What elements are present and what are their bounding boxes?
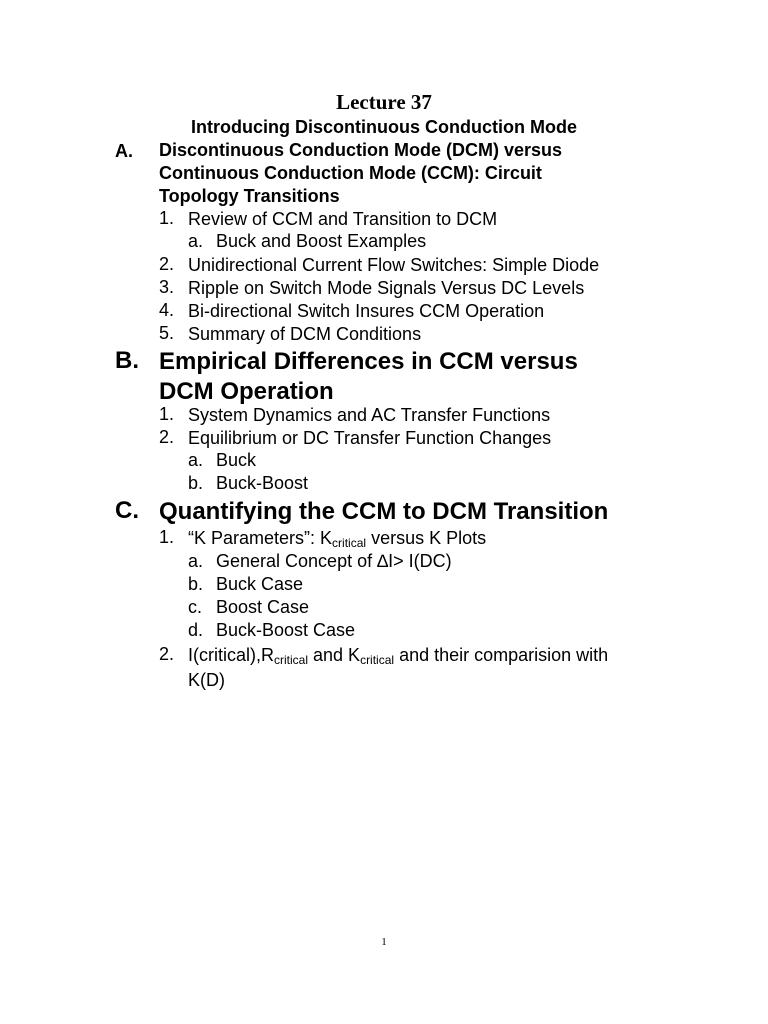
section-b-item-1: System Dynamics and AC Transfer Functions <box>188 405 551 425</box>
section-a-sub-1a: Buck and Boost Examples <box>216 231 427 251</box>
section-a-item-5-num: 5. <box>159 323 175 343</box>
lecture-subtitle: Introducing Discontinuous Conduction Mode <box>191 117 577 137</box>
section-b-sub-b: Buck-Boost <box>216 473 309 493</box>
section-b-sub-a: Buck <box>216 450 257 470</box>
section-b-sub-a-letter: a. <box>188 450 204 470</box>
section-a-heading-line1: Discontinuous Conduction Mode (DCM) versus <box>159 140 562 160</box>
section-a-item-1-num: 1. <box>159 208 175 228</box>
section-c-item-2-num: 2. <box>159 644 175 664</box>
section-a-item-5: Summary of DCM Conditions <box>188 324 422 344</box>
section-b-heading-line2: DCM Operation <box>159 378 334 405</box>
section-a-letter: A. <box>115 141 133 161</box>
section-c-item-1-post: versus K Plots <box>366 528 487 548</box>
section-b-heading <box>159 347 578 407</box>
section-c-item-1 <box>188 527 688 552</box>
r-critical-subscript: critical <box>274 653 309 667</box>
section-c-item-2-p3: and their comparision with <box>394 645 609 665</box>
section-a-item-3: Ripple on Switch Mode Signals Versus DC Levels <box>188 278 585 298</box>
section-a-heading-line3: Topology Transitions <box>159 186 340 206</box>
section-c-item-1-num: 1. <box>159 527 175 547</box>
section-a-item-4-num: 4. <box>159 300 175 320</box>
section-c-heading: Quantifying the CCM to DCM Transition <box>159 498 609 525</box>
k-critical-subscript-2: critical <box>360 653 395 667</box>
section-b-item-1-num: 1. <box>159 404 175 424</box>
section-b-item-2-num: 2. <box>159 427 175 447</box>
section-c-sub-b-letter: b. <box>188 574 204 594</box>
section-a-heading-line2: Continuous Conduction Mode (CCM): Circuit <box>159 163 542 183</box>
section-c-item-2 <box>188 644 688 692</box>
section-c-item-2-line2: K(D) <box>188 670 225 690</box>
section-c-item-2-p2: and K <box>308 645 361 665</box>
section-b-sub-b-letter: b. <box>188 473 204 493</box>
lecture-title: Lecture 37 <box>336 90 432 114</box>
section-c-sub-a: General Concept of ∆I> I(DC) <box>216 551 452 571</box>
section-c-letter: C. <box>115 497 139 524</box>
section-c-item-2-line1 <box>188 644 688 669</box>
section-a-item-2-num: 2. <box>159 254 175 274</box>
section-b-heading-line1: Empirical Differences in CCM versus <box>159 348 578 375</box>
section-c-sub-a-letter: a. <box>188 551 204 571</box>
section-b-item-2: Equilibrium or DC Transfer Function Changes <box>188 428 552 448</box>
section-c-sub-c-letter: c. <box>188 597 203 617</box>
section-a-item-4: Bi-directional Switch Insures CCM Operation <box>188 301 545 321</box>
section-c-sub-c: Boost Case <box>216 597 310 617</box>
section-c-item-1-pre: “K Parameters”: K <box>188 528 333 548</box>
section-a-heading <box>159 139 562 208</box>
section-a-sub-1a-letter: a. <box>188 231 204 251</box>
section-c-item-2-p1: I(critical),R <box>188 645 274 665</box>
section-c-sub-d: Buck-Boost Case <box>216 620 356 640</box>
page-number: 1 <box>381 936 387 948</box>
k-critical-subscript: critical <box>332 536 367 550</box>
section-a-item-2: Unidirectional Current Flow Switches: Simple Diode <box>188 255 600 275</box>
section-b-letter: B. <box>115 347 139 374</box>
section-c-sub-d-letter: d. <box>188 620 204 640</box>
section-a-item-1: Review of CCM and Transition to DCM <box>188 209 498 229</box>
section-c-sub-b: Buck Case <box>216 574 304 594</box>
section-a-item-3-num: 3. <box>159 277 175 297</box>
